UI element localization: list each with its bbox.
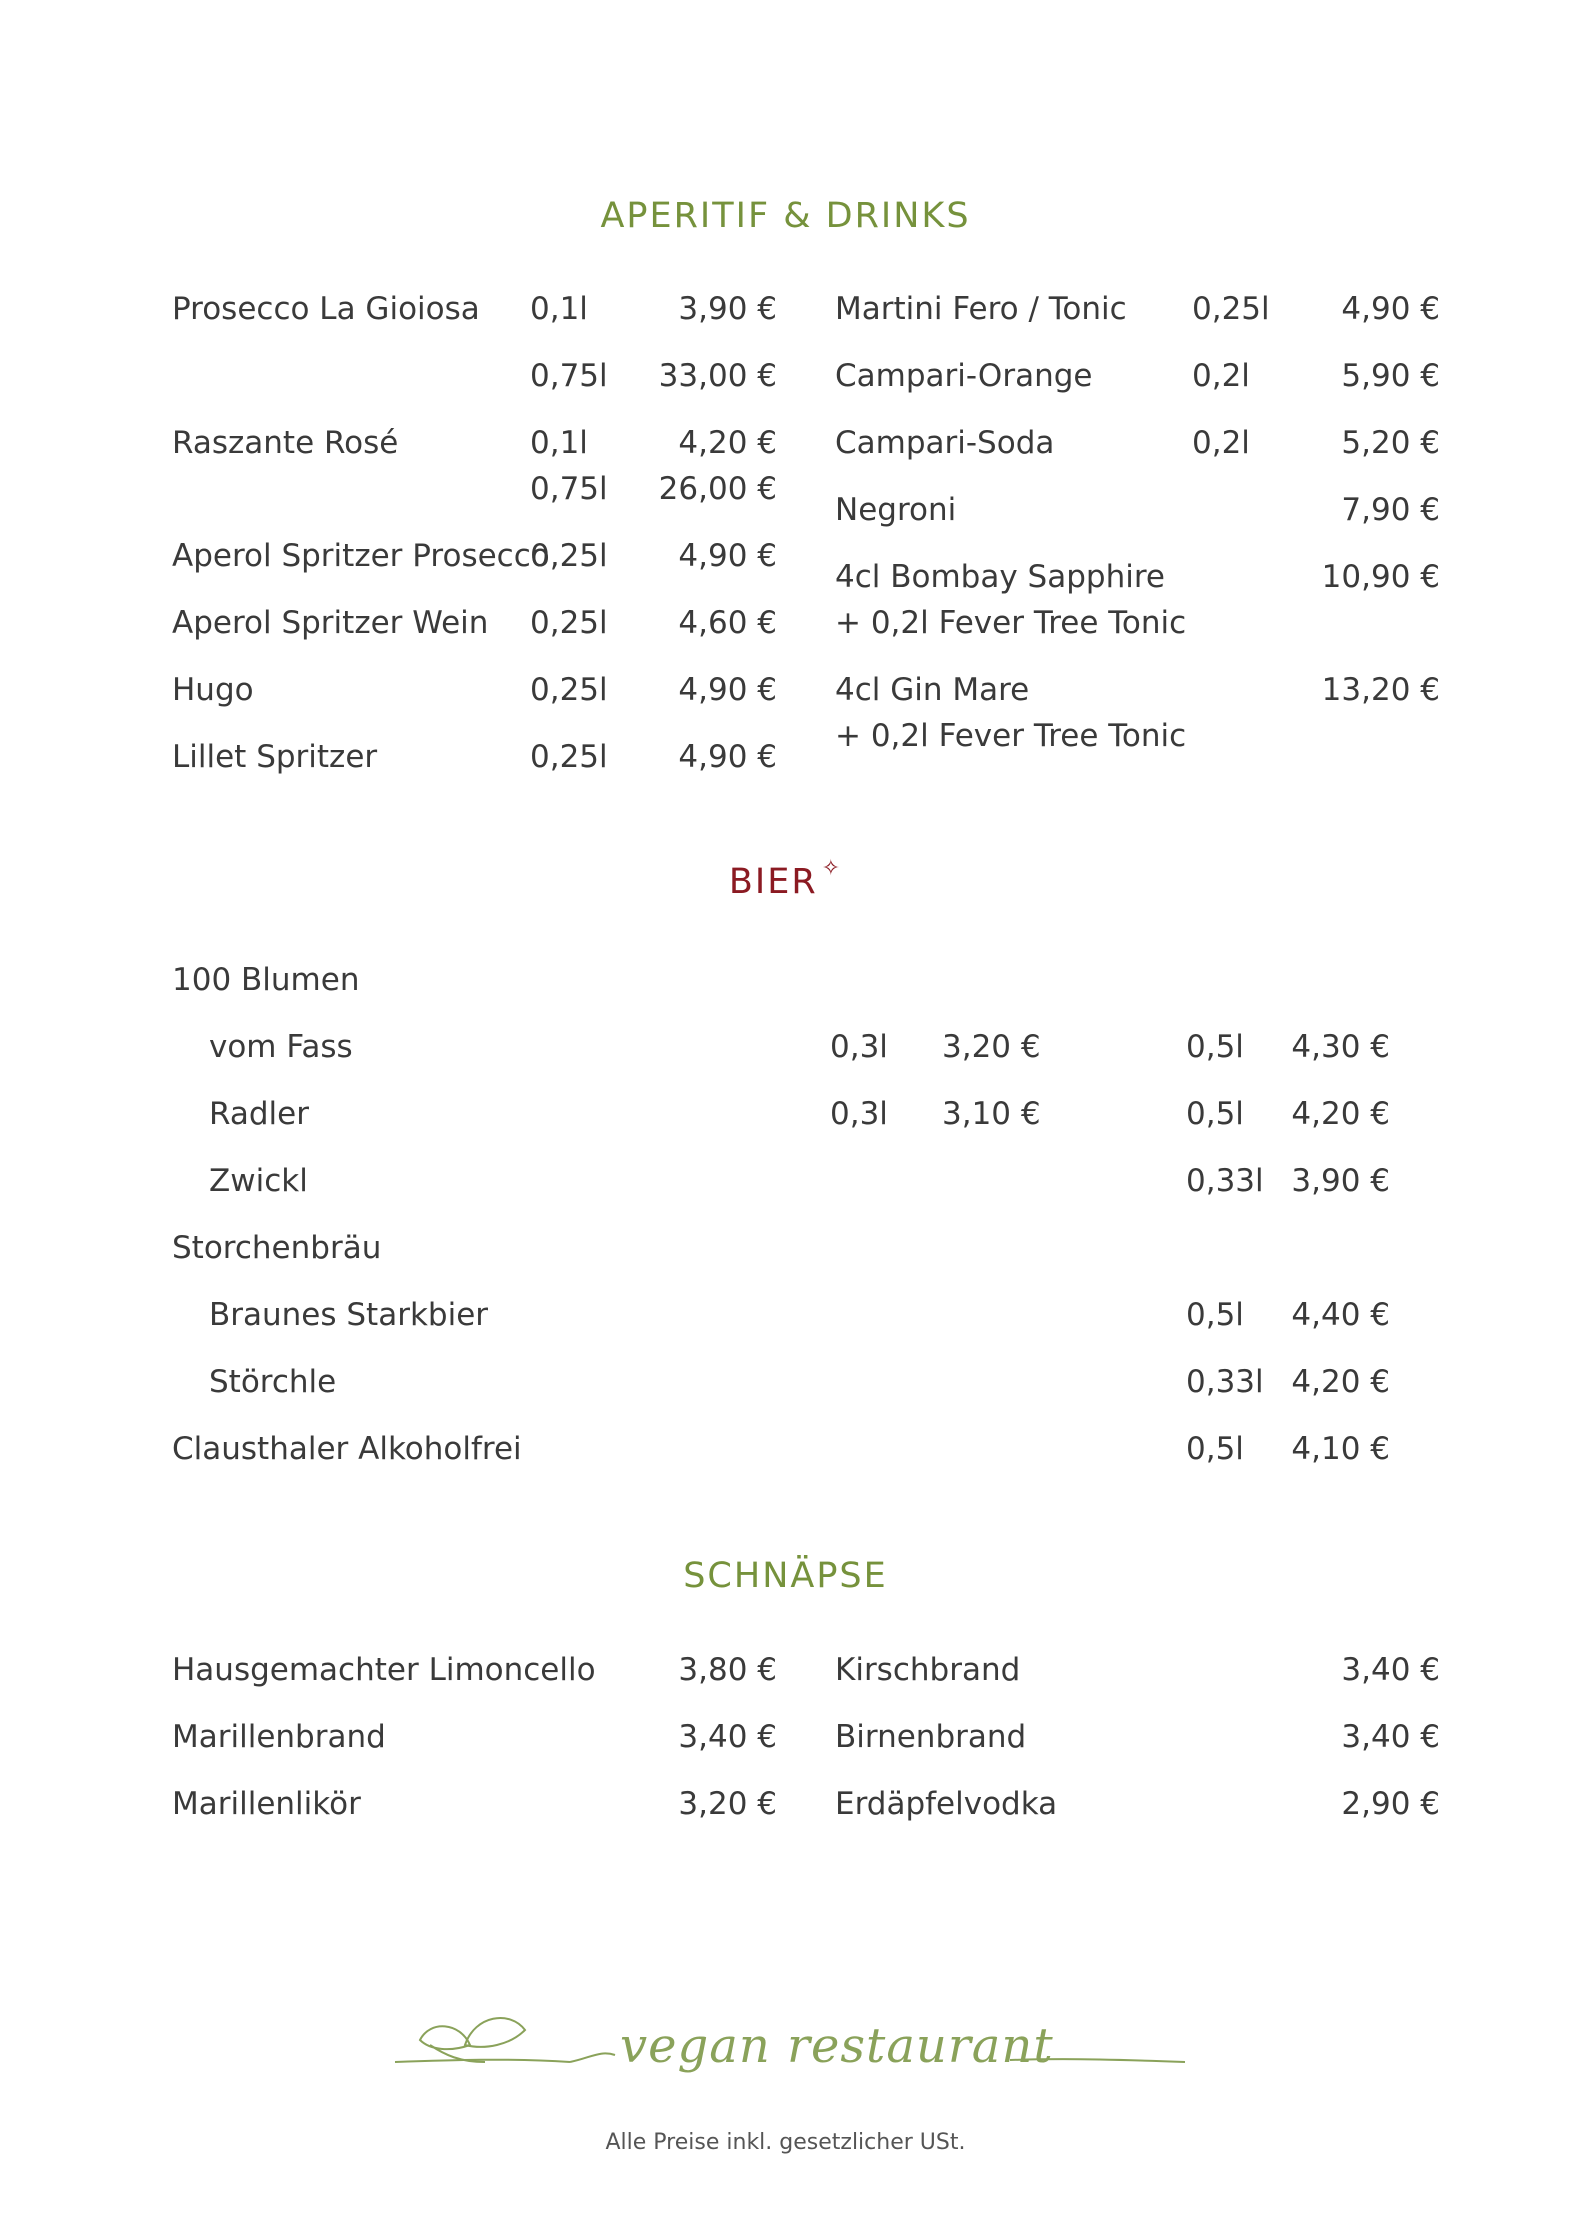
item-price: 4,60 € <box>678 605 777 641</box>
price-large: 4,40 € <box>1291 1297 1390 1333</box>
section-title-bier <box>0 856 1571 902</box>
item-price: 4,90 € <box>678 739 777 775</box>
item-volume: 0,25l <box>530 739 608 775</box>
item-price: 3,20 € <box>678 1786 777 1822</box>
price-large: 3,90 € <box>1291 1163 1390 1199</box>
item-name: Campari-Soda <box>835 425 1055 461</box>
item-price: 3,40 € <box>1341 1652 1440 1688</box>
item-name: Kirschbrand <box>835 1652 1021 1688</box>
item-name: Erdäpfelvodka <box>835 1786 1058 1822</box>
item-name: vom Fass <box>209 1029 353 1065</box>
item-volume: 0,2l <box>1192 358 1250 394</box>
item-volume: 0,75l <box>530 358 608 394</box>
item-volume: 0,25l <box>530 605 608 641</box>
star-icon: ✧ <box>821 856 843 881</box>
price-large: 4,20 € <box>1291 1364 1390 1400</box>
item-price: 4,20 € <box>678 425 777 461</box>
item-price: 4,90 € <box>678 538 777 574</box>
item-volume: 0,25l <box>530 538 608 574</box>
item-price: 7,90 € <box>1341 492 1440 528</box>
volume-large: 0,33l <box>1186 1364 1264 1400</box>
item-name: Hausgemachter Limoncello <box>172 1652 596 1688</box>
item-name: Campari-Orange <box>835 358 1093 394</box>
volume-large: 0,5l <box>1186 1431 1244 1467</box>
item-price: 2,90 € <box>1341 1786 1440 1822</box>
item-name: Marillenlikör <box>172 1786 361 1822</box>
item-price: 33,00 € <box>658 358 777 394</box>
item-name: Störchle <box>209 1364 337 1400</box>
bier-title-text: BIER <box>728 862 818 902</box>
price-large: 4,30 € <box>1291 1029 1390 1065</box>
item-name: Braunes Starkbier <box>209 1297 489 1333</box>
item-name: Zwickl <box>209 1163 308 1199</box>
price-note: Alle Preise inkl. gesetzlicher USt. <box>605 2130 966 2155</box>
item-name: 4cl Gin Mare <box>835 672 1030 708</box>
item-price: 26,00 € <box>658 471 777 507</box>
price-small: 3,10 € <box>942 1096 1041 1132</box>
item-price: 4,90 € <box>678 672 777 708</box>
item-name: Prosecco La Gioiosa <box>172 291 480 327</box>
price-large: 4,20 € <box>1291 1096 1390 1132</box>
item-price: 3,80 € <box>678 1652 777 1688</box>
item-name: + 0,2l Fever Tree Tonic <box>835 718 1187 754</box>
section-title-aperitif: APERITIF & DRINKS <box>600 196 971 236</box>
item-name: Martini Fero / Tonic <box>835 291 1127 327</box>
item-volume: 0,25l <box>1192 291 1270 327</box>
item-price: 3,40 € <box>678 1719 777 1755</box>
price-large: 4,10 € <box>1291 1431 1390 1467</box>
restaurant-logo-text: vegan restaurant <box>620 2018 1054 2074</box>
item-name: Aperol Spritzer Prosecco <box>172 538 550 574</box>
section-title-schnaepse: SCHNÄPSE <box>683 1556 888 1596</box>
price-small: 3,20 € <box>942 1029 1041 1065</box>
item-name: Clausthaler Alkoholfrei <box>172 1431 522 1467</box>
item-name: Negroni <box>835 492 957 528</box>
item-name: Marillenbrand <box>172 1719 386 1755</box>
item-name: Aperol Spritzer Wein <box>172 605 489 641</box>
item-price: 5,90 € <box>1341 358 1440 394</box>
volume-small: 0,3l <box>830 1029 888 1065</box>
item-price: 10,90 € <box>1321 559 1440 595</box>
item-name: Hugo <box>172 672 254 708</box>
item-price: 4,90 € <box>1341 291 1440 327</box>
item-name: Storchenbräu <box>172 1230 382 1266</box>
item-volume: 0,1l <box>530 291 588 327</box>
volume-large: 0,33l <box>1186 1163 1264 1199</box>
item-name: + 0,2l Fever Tree Tonic <box>835 605 1187 641</box>
item-volume: 0,1l <box>530 425 588 461</box>
volume-large: 0,5l <box>1186 1029 1244 1065</box>
item-price: 3,90 € <box>678 291 777 327</box>
item-volume: 0,75l <box>530 471 608 507</box>
item-volume: 0,2l <box>1192 425 1250 461</box>
item-price: 5,20 € <box>1341 425 1440 461</box>
item-name: Lillet Spritzer <box>172 739 378 775</box>
item-name: 100 Blumen <box>172 962 360 998</box>
item-price: 13,20 € <box>1321 672 1440 708</box>
volume-large: 0,5l <box>1186 1096 1244 1132</box>
item-price: 3,40 € <box>1341 1719 1440 1755</box>
item-volume: 0,25l <box>530 672 608 708</box>
item-name: Radler <box>209 1096 309 1132</box>
item-name: 4cl Bombay Sapphire <box>835 559 1165 595</box>
volume-large: 0,5l <box>1186 1297 1244 1333</box>
item-name: Birnenbrand <box>835 1719 1027 1755</box>
volume-small: 0,3l <box>830 1096 888 1132</box>
item-name: Raszante Rosé <box>172 425 399 461</box>
